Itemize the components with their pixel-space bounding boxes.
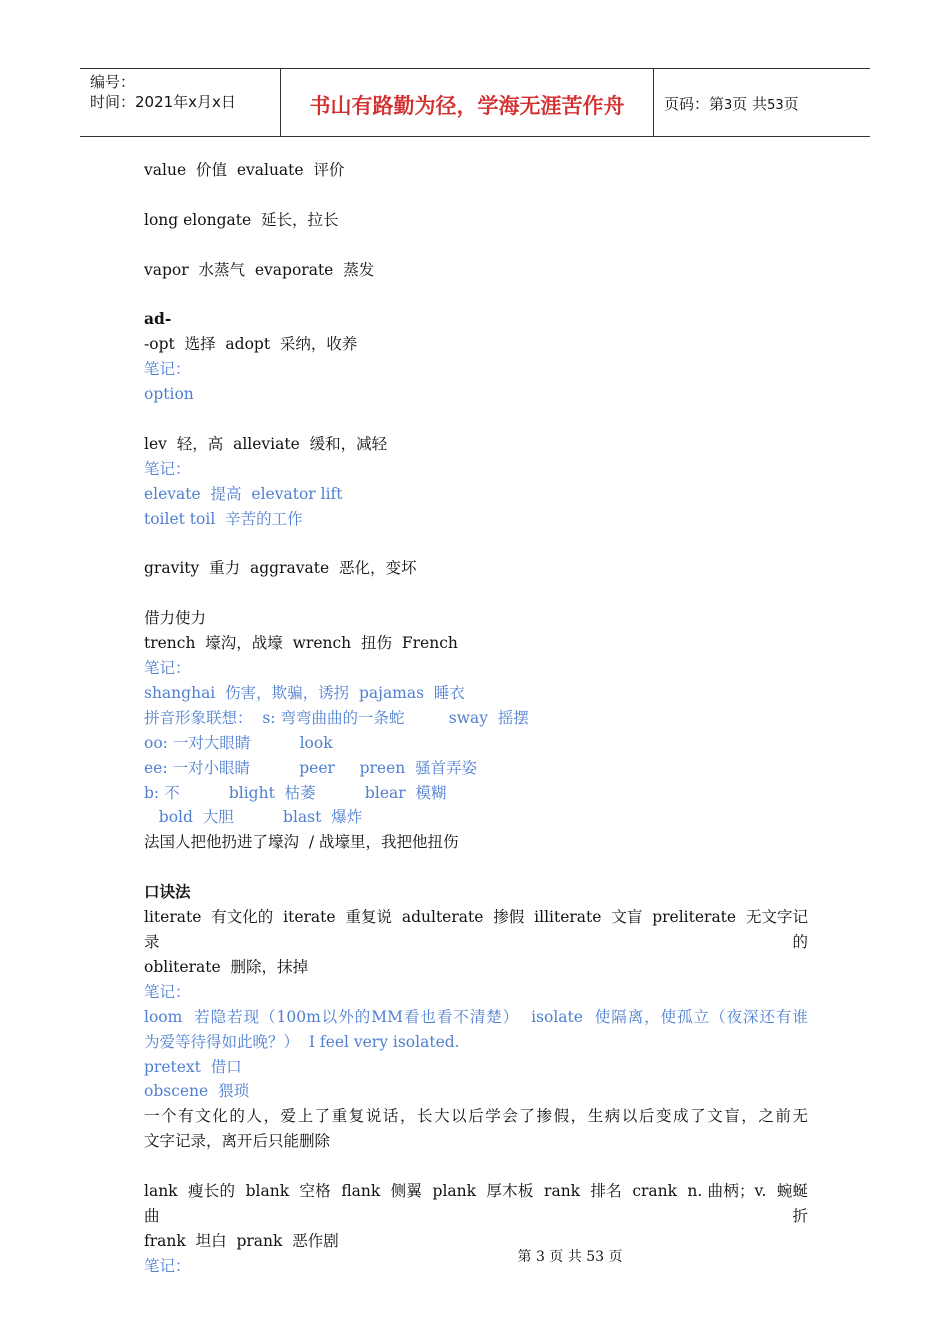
- text-line: 借力使力: [144, 609, 207, 628]
- text-line: 文字记录，离开后只能删除: [144, 1132, 331, 1151]
- section-heading: 口诀法: [144, 882, 191, 902]
- text-line: gravity 重力 aggravate 恶化，变坏: [144, 559, 417, 578]
- blank-line: [144, 233, 808, 258]
- text-line: vapor 水蒸气 evaporate 蒸发: [144, 260, 375, 279]
- blank-line: [144, 532, 808, 557]
- note-line: toilet toil 辛苦的工作: [144, 509, 303, 528]
- note-line: elevate 提高 elevator lift: [144, 484, 343, 503]
- note-line: 拼音形象联想： s: 弯弯曲曲的一条蛇 sway 摇摆: [144, 708, 529, 727]
- motto-text: 书山有路勤为径，学海无涯苦作舟: [309, 94, 625, 118]
- number-label: 编号：: [90, 73, 136, 91]
- page-suffix: 页: [783, 95, 799, 113]
- text-line: lank 瘦长的 blank 空格 flank 侧翼 plank 厚木板 rank 排名 crank n. 曲柄；v. 蜿蜒曲折: [144, 1182, 808, 1225]
- page-info: [664, 93, 799, 114]
- text-line: trench 壕沟，战壕 wrench 扭伤 French: [144, 634, 458, 653]
- text-line: literate 有文化的 iterate 重复说 adulterate 掺假 illiterate 文盲 preliterate 无文字记录的: [144, 908, 808, 951]
- note-line: loom 若隐若现（100m以外的MM看也看不清楚） isolate 使隔离，使孤立（夜深还有谁: [144, 1007, 808, 1026]
- text-line: obliterate 删除，抹掉: [144, 957, 308, 976]
- text-line: 法国人把他扔进了壕沟 / 战壕里，我把他扭伤: [144, 833, 459, 852]
- note-line: shanghai 伤害，欺骗，诱拐 pajamas 睡衣: [144, 683, 465, 702]
- text-line: 一个有文化的人，爱上了重复说话，长大以后学会了掺假，生病以后变成了文盲，之前无: [144, 1107, 808, 1126]
- page-number: 3: [724, 98, 733, 113]
- page-header: [80, 68, 870, 137]
- text-line: value 价值 evaluate 评价: [144, 161, 345, 179]
- text-line: frank 坦白 prank 恶作剧: [144, 1231, 339, 1250]
- page-mid: 页 共: [732, 95, 768, 113]
- note-line: 笔记：: [144, 1256, 191, 1275]
- text-line: lev 轻，高 alleviate 缓和，减轻: [144, 434, 388, 453]
- note-line: 笔记：: [144, 360, 191, 379]
- note-line: 笔记：: [144, 459, 191, 478]
- blank-line: [144, 183, 808, 208]
- note-line: 笔记：: [144, 659, 191, 678]
- header-right-cell: [654, 69, 870, 136]
- note-line: b: 不 blight 枯萎 blear 模糊: [144, 783, 447, 802]
- header-middle-cell: [281, 69, 654, 136]
- header-left-cell: [80, 69, 281, 136]
- blank-line: [144, 283, 808, 308]
- note-line: obscene 猥琐: [144, 1082, 250, 1101]
- note-line: pretext 借口: [144, 1057, 242, 1076]
- text-line: -opt 选择 adopt 采纳，收养: [144, 335, 358, 354]
- page-footer: 第 3 页 共 53 页: [517, 1249, 623, 1265]
- note-line: option: [144, 385, 194, 404]
- note-line: oo: 一对大眼睛 look: [144, 733, 333, 752]
- blank-line: [144, 1154, 808, 1179]
- page-prefix: 页码：第: [664, 95, 725, 113]
- time-label: 时间：2021年x月x日: [90, 93, 236, 111]
- note-line: 笔记：: [144, 982, 191, 1001]
- page-total: 53: [767, 98, 784, 113]
- note-line: ee: 一对小眼睛 peer preen 骚首弄姿: [144, 758, 478, 777]
- blank-line: [144, 581, 808, 606]
- blank-line: [144, 407, 808, 432]
- document-body: [144, 158, 808, 1279]
- note-line: bold 大胆 blast 爆炸: [144, 808, 363, 827]
- note-line: 为爱等待得如此晚？） I feel very isolated.: [144, 1032, 460, 1051]
- section-heading: ad-: [144, 309, 172, 329]
- blank-line: [144, 855, 808, 880]
- text-line: long elongate 延长，拉长: [144, 210, 339, 229]
